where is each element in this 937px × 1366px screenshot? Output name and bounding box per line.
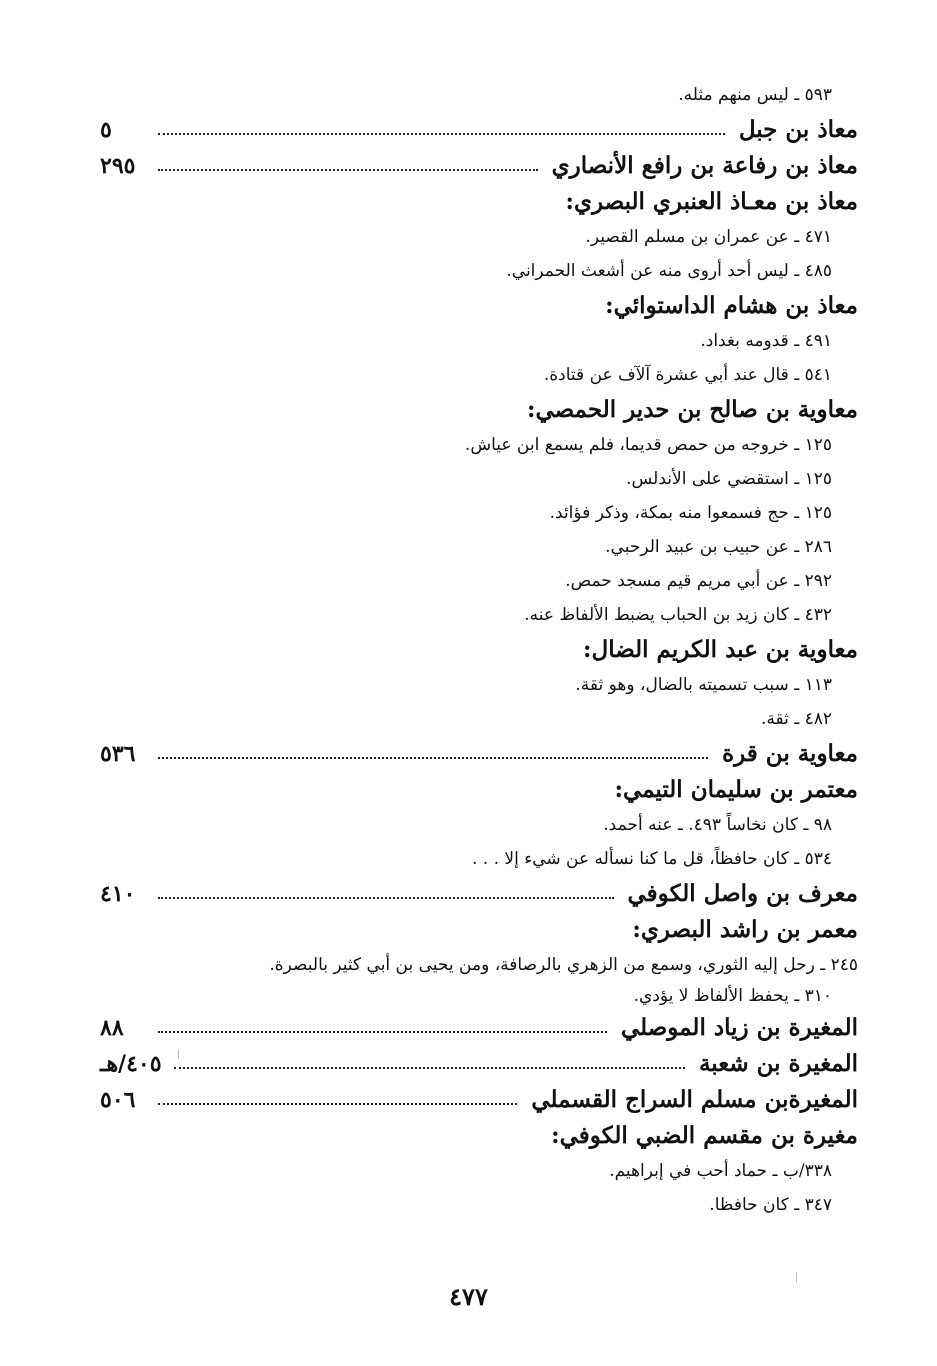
- subentry-text: ١١٣ ـ سبب تسميته بالضال، وهو ثقة.: [575, 675, 832, 695]
- index-heading: [100, 184, 858, 220]
- index-heading: [100, 1046, 858, 1082]
- heading-text: معاذ بن جبل: [738, 116, 858, 143]
- index-subentry: [100, 254, 858, 288]
- subentry-text: ٣٤٧ ـ كان حافظا.: [709, 1195, 832, 1215]
- subentry-text: ٤٨٢ ـ ثقة.: [760, 709, 832, 729]
- index-subentry: [100, 1188, 858, 1222]
- dot-leader: [158, 757, 708, 759]
- scan-speck: [796, 1272, 797, 1282]
- index-subentry: [100, 564, 858, 598]
- index-subentry: [100, 428, 858, 462]
- dot-leader: [158, 133, 725, 135]
- heading-text: المغيرة بن شعبة: [698, 1050, 858, 1077]
- index-heading: [100, 392, 858, 428]
- index-heading: [100, 876, 858, 912]
- subentry-text: ٤٨٥ ـ ليس أحد أروى منه عن أشعث الحمراني.: [506, 261, 832, 281]
- index-heading: [100, 148, 858, 184]
- heading-text: معاذ بن معـاذ العنبري البصري:: [565, 188, 858, 215]
- subentry-text: ٥٤١ ـ قال عند أبي عشرة آلآف عن قتادة.: [543, 365, 832, 385]
- index-heading: [100, 632, 858, 668]
- subentry-text: ٤٧١ ـ عن عمران بن مسلم القصير.: [585, 227, 832, 247]
- index-subentry: [100, 598, 858, 632]
- subentry-text: ٣١٠ ـ يحفظ الألفاظ لا يؤدي.: [633, 986, 832, 1006]
- subentry-text: ٤٣٢ ـ كان زيد بن الحباب يضبط الألفاظ عنه.: [524, 605, 832, 625]
- page-reference: ٨٨: [100, 1015, 124, 1041]
- subentry-text: ٢٩٢ ـ عن أبي مريم قيم مسجد حمص.: [565, 571, 832, 591]
- index-subentry: [100, 220, 858, 254]
- subentry-text: ٢٤٥ ـ رحل إليه الثوري، وسمع من الزهري بالرصافة، ومن يحيى بن أبي كثير بالبصرة.: [269, 955, 858, 975]
- dot-leader: [158, 897, 614, 899]
- heading-text: معرف بن واصل الكوفي: [627, 880, 858, 907]
- index-heading: [100, 912, 858, 948]
- index-heading: [100, 1010, 858, 1046]
- index-subentry: [100, 462, 858, 496]
- index-subentry: [100, 948, 858, 982]
- index-heading: [100, 772, 858, 808]
- index-subentry: [100, 530, 858, 564]
- scan-speck: [178, 1050, 179, 1059]
- dot-leader: [158, 1031, 607, 1033]
- heading-text: معتمر بن سليمان التيمي:: [614, 776, 858, 803]
- index-subentry: [100, 842, 858, 876]
- index-column: [100, 78, 858, 1222]
- heading-text: معمر بن راشد البصري:: [632, 916, 858, 943]
- index-subentry: [100, 1154, 858, 1188]
- index-heading: [100, 736, 858, 772]
- dot-leader: [174, 1067, 685, 1069]
- subentry-text: ٤٩١ ـ قدومه بغداد.: [700, 331, 832, 351]
- heading-text: المغيرة بن زياد الموصلي: [620, 1014, 858, 1041]
- subentry-text: ٥٣٤ ـ كان حافظاً، قل ما كنا نسأله عن شيء إلا . . .: [471, 849, 832, 869]
- page-reference: ٥٠٦: [100, 1087, 136, 1113]
- index-subentry: [100, 324, 858, 358]
- page-reference: ٥: [100, 117, 112, 143]
- index-subentry: [100, 78, 858, 112]
- index-heading: [100, 112, 858, 148]
- index-subentry: [100, 496, 858, 530]
- heading-text: معاذ بن هشام الداستوائي:: [605, 292, 858, 319]
- subentry-text: ٥٩٣ ـ ليس منهم مثله.: [678, 85, 832, 105]
- index-subentry: [100, 668, 858, 702]
- index-subentry: [100, 358, 858, 392]
- page-reference: ٤١٠: [100, 881, 136, 907]
- page-number: ٤٧٧: [449, 1282, 488, 1311]
- subentry-text: ٣٣٨/ب ـ حماد أحب في إبراهيم.: [609, 1161, 832, 1181]
- heading-text: معاوية بن قرة: [722, 740, 858, 767]
- dot-leader: [158, 169, 538, 171]
- page-reference: ٢٩٥: [100, 153, 136, 179]
- heading-text: مغيرة بن مقسم الضبي الكوفي:: [551, 1122, 858, 1149]
- subentry-text: ٢٨٦ ـ عن حبيب بن عبيد الرحبي.: [605, 537, 832, 557]
- heading-text: معاوية بن عبد الكريم الضال:: [583, 636, 858, 663]
- index-heading: [100, 288, 858, 324]
- page-reference: ٤٠٥/هـ: [100, 1051, 162, 1077]
- index-heading: [100, 1082, 858, 1118]
- page-reference: ٥٣٦: [100, 741, 136, 767]
- index-subentry: [100, 982, 858, 1010]
- subentry-text: ١٢٥ ـ حج فسمعوا منه بمكة، وذكر فؤائد.: [549, 503, 832, 523]
- index-subentry: [100, 702, 858, 736]
- heading-text: معاذ بن رفاعة بن رافع الأنصاري: [551, 152, 858, 179]
- heading-text: المغيرةبن مسلم السراج القسملي: [531, 1086, 858, 1113]
- dot-leader: [158, 1103, 517, 1105]
- subentry-text: ٩٨ ـ كان نخاساً ٤٩٣. ـ عنه أحمد.: [603, 815, 832, 835]
- subentry-text: ١٢٥ ـ خروجه من حمص قديما، فلم يسمع ابن عياش.: [464, 435, 832, 455]
- index-heading: [100, 1118, 858, 1154]
- index-subentry: [100, 808, 858, 842]
- subentry-text: ١٢٥ ـ استقضي على الأندلس.: [626, 469, 832, 489]
- heading-text: معاوية بن صالح بن حدير الحمصي:: [526, 396, 858, 423]
